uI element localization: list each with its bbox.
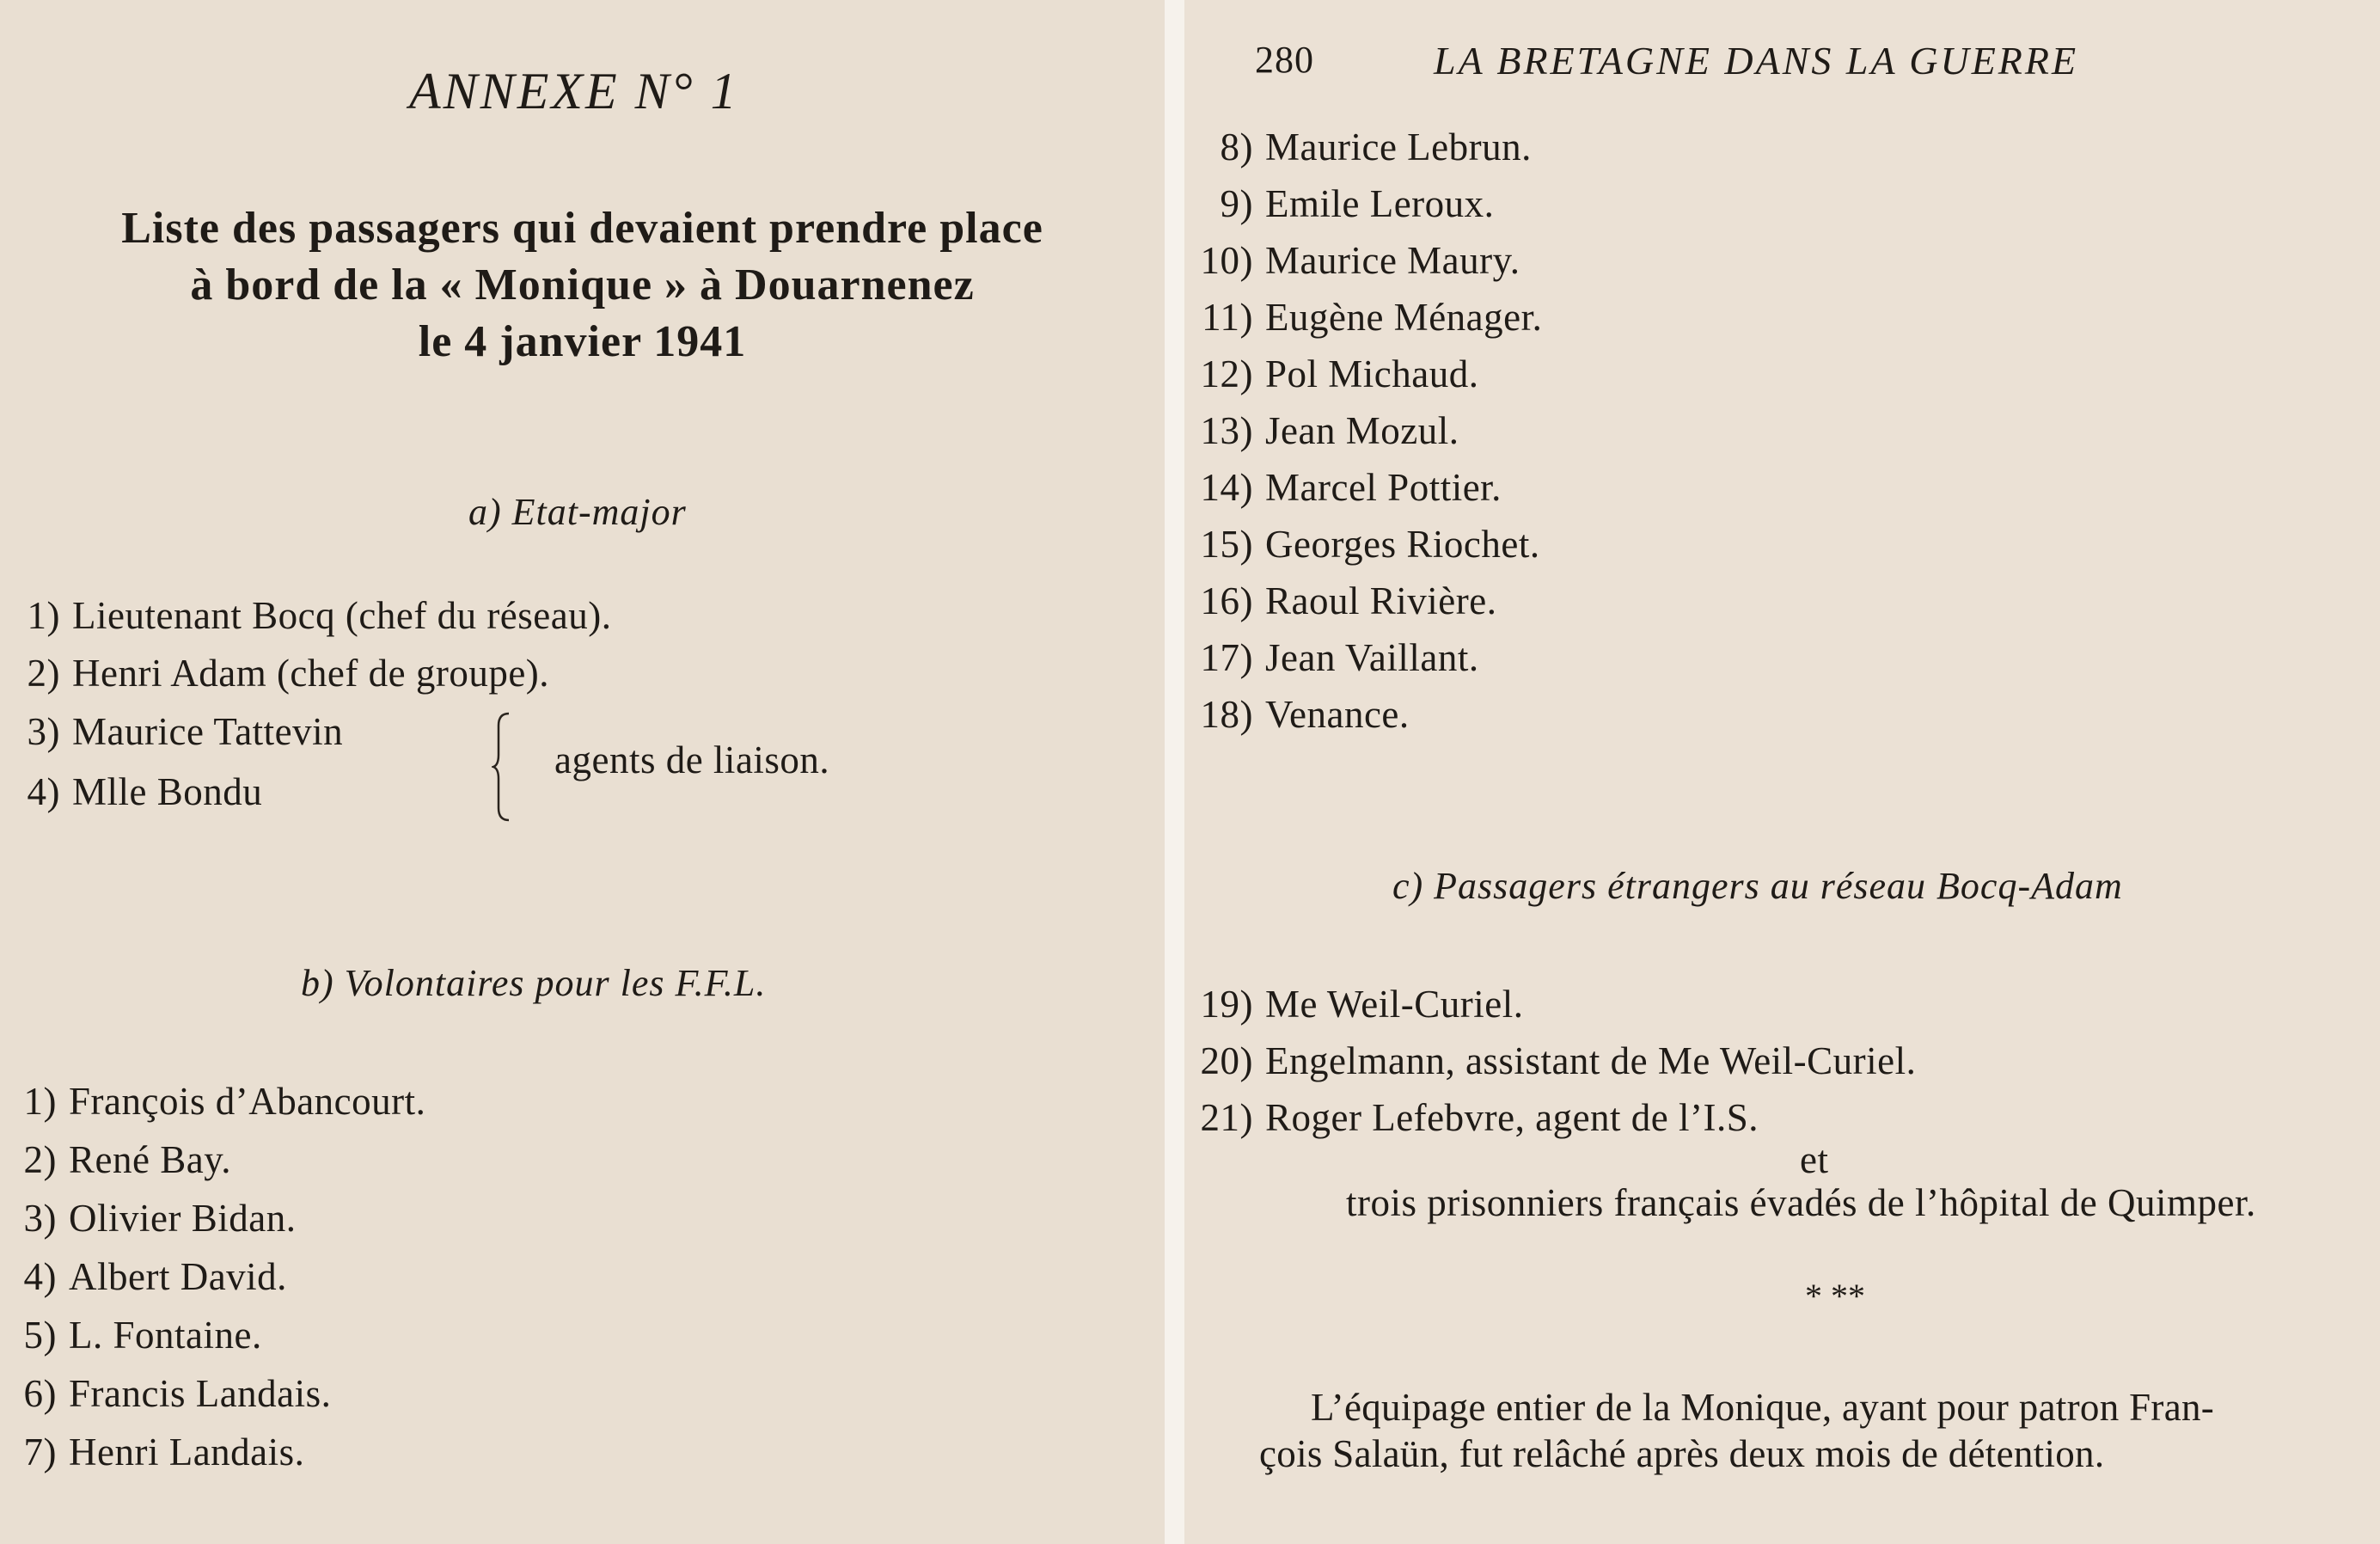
list-item: 2) René Bay. <box>23 1138 232 1181</box>
annex-title: ANNEXE N° 1 <box>409 63 739 119</box>
list-item: 20) Engelmann, assistant de Me Weil-Curiel. <box>1200 1039 1917 1082</box>
list-item: 7) Henri Landais. <box>23 1431 305 1474</box>
list-item: 21) Roger Lefebvre, agent de l’I.S. <box>1200 1096 1759 1139</box>
list-item: 4) Albert David. <box>23 1255 287 1298</box>
page-number: 280 <box>1255 39 1314 81</box>
left-page <box>0 0 1165 1544</box>
section-a-title: a) Etat-major <box>468 491 687 533</box>
right-page <box>1184 0 2380 1544</box>
heading-line-1: Liste des passagers qui devaient prendre place <box>121 204 1043 253</box>
section-b-title: b) Volontaires pour les F.F.L. <box>301 962 767 1004</box>
page-gutter <box>1165 0 1184 1544</box>
connector-et: et <box>1800 1138 1829 1181</box>
list-item: 11) Eugène Ménager. <box>1202 296 1543 339</box>
list-item: 3) Olivier Bidan. <box>23 1197 297 1240</box>
prisoners-line: trois prisonniers français évadés de l’hôpital de Quimper. <box>1346 1181 2256 1224</box>
heading-line-3: le 4 janvier 1941 <box>418 317 747 366</box>
list-item: 9) Emile Leroux. <box>1220 182 1495 225</box>
list-item: 1) François d’Abancourt. <box>23 1080 426 1123</box>
list-item: 2) Henri Adam (chef de groupe). <box>27 652 550 695</box>
heading-line-2: à bord de la « Monique » à Douarnenez <box>190 260 975 309</box>
list-item: 4) Mlle Bondu <box>27 770 263 813</box>
section-c-title: c) Passagers étrangers au réseau Bocq-Adam <box>1392 865 2123 907</box>
running-head: LA BRETAGNE DANS LA GUERRE <box>1434 39 2079 83</box>
final-paragraph-line-2: çois Salaün, fut relâché après deux mois de détention. <box>1259 1432 2105 1475</box>
final-paragraph-line-1: L’équipage entier de la Monique, ayant pour patron Fran- <box>1311 1386 2215 1429</box>
list-item: 10) Maurice Maury. <box>1200 239 1520 282</box>
list-item: 18) Venance. <box>1200 693 1410 736</box>
brace-label: agents de liaison. <box>554 738 830 781</box>
list-item: 5) L. Fontaine. <box>23 1314 262 1357</box>
asterism: * ** <box>1805 1277 1865 1315</box>
list-item: 8) Maurice Lebrun. <box>1220 126 1532 168</box>
list-item: 6) Francis Landais. <box>23 1372 332 1415</box>
list-item: 14) Marcel Pottier. <box>1200 466 1502 509</box>
list-item: 16) Raoul Rivière. <box>1200 579 1497 622</box>
brace <box>492 710 516 824</box>
list-item: 19) Me Weil-Curiel. <box>1200 983 1524 1026</box>
list-item: 3) Maurice Tattevin <box>27 710 344 753</box>
list-item: 1) Lieutenant Bocq (chef du réseau). <box>27 594 612 637</box>
list-item: 15) Georges Riochet. <box>1200 523 1540 566</box>
list-item: 17) Jean Vaillant. <box>1200 636 1479 679</box>
list-item: 12) Pol Michaud. <box>1200 352 1479 395</box>
list-item: 13) Jean Mozul. <box>1200 409 1459 452</box>
